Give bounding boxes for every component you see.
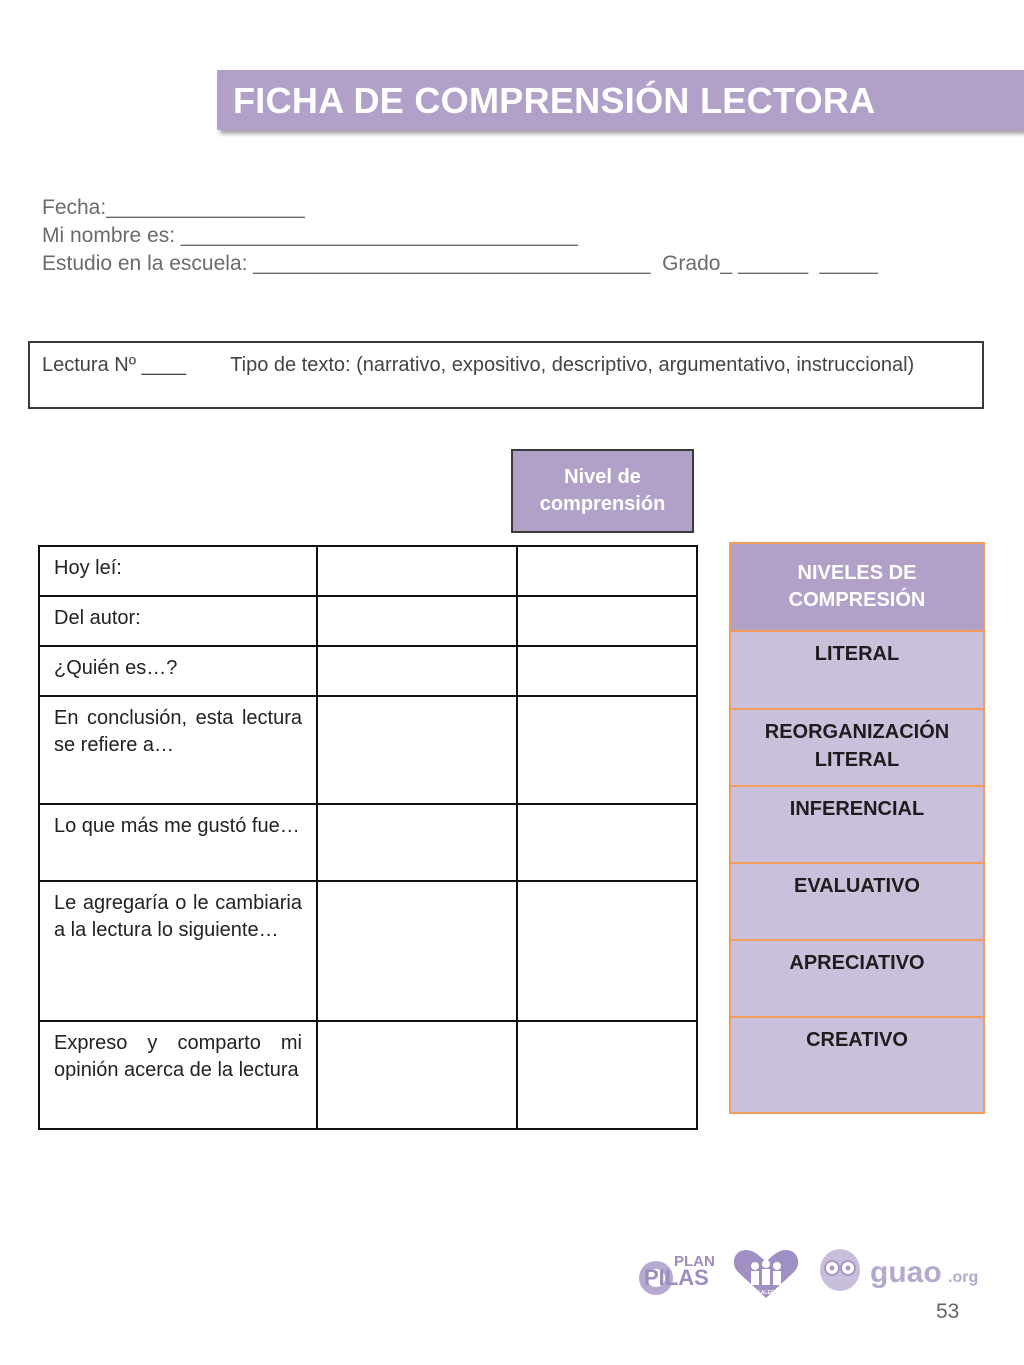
question-text: Hoy leí: bbox=[54, 557, 122, 579]
answer-cell[interactable] bbox=[317, 1021, 517, 1129]
question-cell bbox=[39, 881, 317, 1021]
page-number: 53 bbox=[936, 1300, 960, 1323]
student-info-fields bbox=[42, 194, 1002, 278]
answer-cell[interactable] bbox=[317, 596, 517, 646]
answer-cell[interactable] bbox=[317, 881, 517, 1021]
comprehension-level-header bbox=[511, 449, 694, 533]
question-cell bbox=[39, 646, 317, 696]
level-literal: LITERAL bbox=[731, 632, 983, 710]
answer-cell[interactable] bbox=[317, 804, 517, 881]
question-text: Expreso y comparto mi opinión acerca de la lectura bbox=[54, 1032, 302, 1081]
table-row bbox=[39, 696, 697, 804]
guao-text: guao bbox=[870, 1256, 942, 1289]
reading-info-box bbox=[28, 341, 984, 409]
level-cell[interactable] bbox=[517, 804, 697, 881]
level-cell[interactable] bbox=[517, 1021, 697, 1129]
answer-cell[interactable] bbox=[317, 696, 517, 804]
table-row bbox=[39, 596, 697, 646]
answer-cell[interactable] bbox=[317, 646, 517, 696]
answer-cell[interactable] bbox=[317, 546, 517, 596]
question-text: Del autor: bbox=[54, 607, 141, 629]
level-creativo: CREATIVO bbox=[731, 1018, 983, 1112]
level-cell[interactable] bbox=[517, 696, 697, 804]
question-cell bbox=[39, 596, 317, 646]
guao-logo bbox=[820, 1249, 978, 1291]
level-inferencial: INFERENCIAL bbox=[731, 787, 983, 864]
level-cell[interactable] bbox=[517, 546, 697, 596]
question-cell bbox=[39, 696, 317, 804]
level-reorganizacion-literal: REORGANIZACIÓN LITERAL bbox=[731, 710, 983, 787]
date-field[interactable]: Fecha:_________________ bbox=[42, 196, 305, 219]
level-cell[interactable] bbox=[517, 596, 697, 646]
name-field[interactable]: Mi nombre es: __________________________________ bbox=[42, 224, 578, 247]
fe-y-alegria-logo bbox=[734, 1250, 798, 1298]
plan-pilas-text-pilas: PILAS bbox=[644, 1265, 709, 1290]
comprehension-levels-legend bbox=[729, 542, 985, 1114]
levels-header bbox=[731, 544, 983, 632]
table-row bbox=[39, 646, 697, 696]
question-cell bbox=[39, 546, 317, 596]
fe-y-alegria-text: FE Y ALEGRIA bbox=[748, 1290, 784, 1296]
comprehension-level-label: Nivel de comprensión bbox=[539, 466, 666, 515]
level-cell[interactable] bbox=[517, 881, 697, 1021]
question-text: Le agregaría o le cambiaria a la lectura lo siguiente… bbox=[54, 892, 302, 941]
title-banner bbox=[217, 70, 1024, 130]
reading-questions-table bbox=[38, 545, 698, 1130]
reading-info-text[interactable]: Lectura Nº ____ Tipo de texto: (narrativo, expositivo, descriptivo, argumentativo, instruccional) bbox=[42, 354, 915, 376]
question-text: Lo que más me gustó fue… bbox=[54, 815, 300, 837]
table-row bbox=[39, 881, 697, 1021]
level-evaluativo: EVALUATIVO bbox=[731, 864, 983, 941]
level-cell[interactable] bbox=[517, 646, 697, 696]
school-grade-field[interactable]: Estudio en la escuela: __________________________________ Grado_ ______ _____ bbox=[42, 252, 879, 275]
table-row bbox=[39, 1021, 697, 1129]
plan-pilas-text-plan: PLAN bbox=[674, 1253, 715, 1270]
table-row bbox=[39, 804, 697, 881]
question-text: ¿Quién es…? bbox=[54, 657, 178, 679]
page-title: FICHA DE COMPRENSIÓN LECTORA bbox=[233, 80, 876, 121]
levels-header-label: NIVELES DE COMPRESIÓN bbox=[788, 562, 926, 611]
guao-org-text: .org bbox=[948, 1269, 979, 1286]
plan-pilas-logo bbox=[639, 1253, 715, 1295]
level-apreciativo: APRECIATIVO bbox=[731, 941, 983, 1018]
question-cell bbox=[39, 1021, 317, 1129]
sponsor-logos bbox=[634, 1244, 994, 1304]
question-text: En conclusión, esta lectura se refiere a… bbox=[54, 707, 302, 756]
table-row bbox=[39, 546, 697, 596]
logos-graphic bbox=[634, 1244, 994, 1304]
question-cell bbox=[39, 804, 317, 881]
